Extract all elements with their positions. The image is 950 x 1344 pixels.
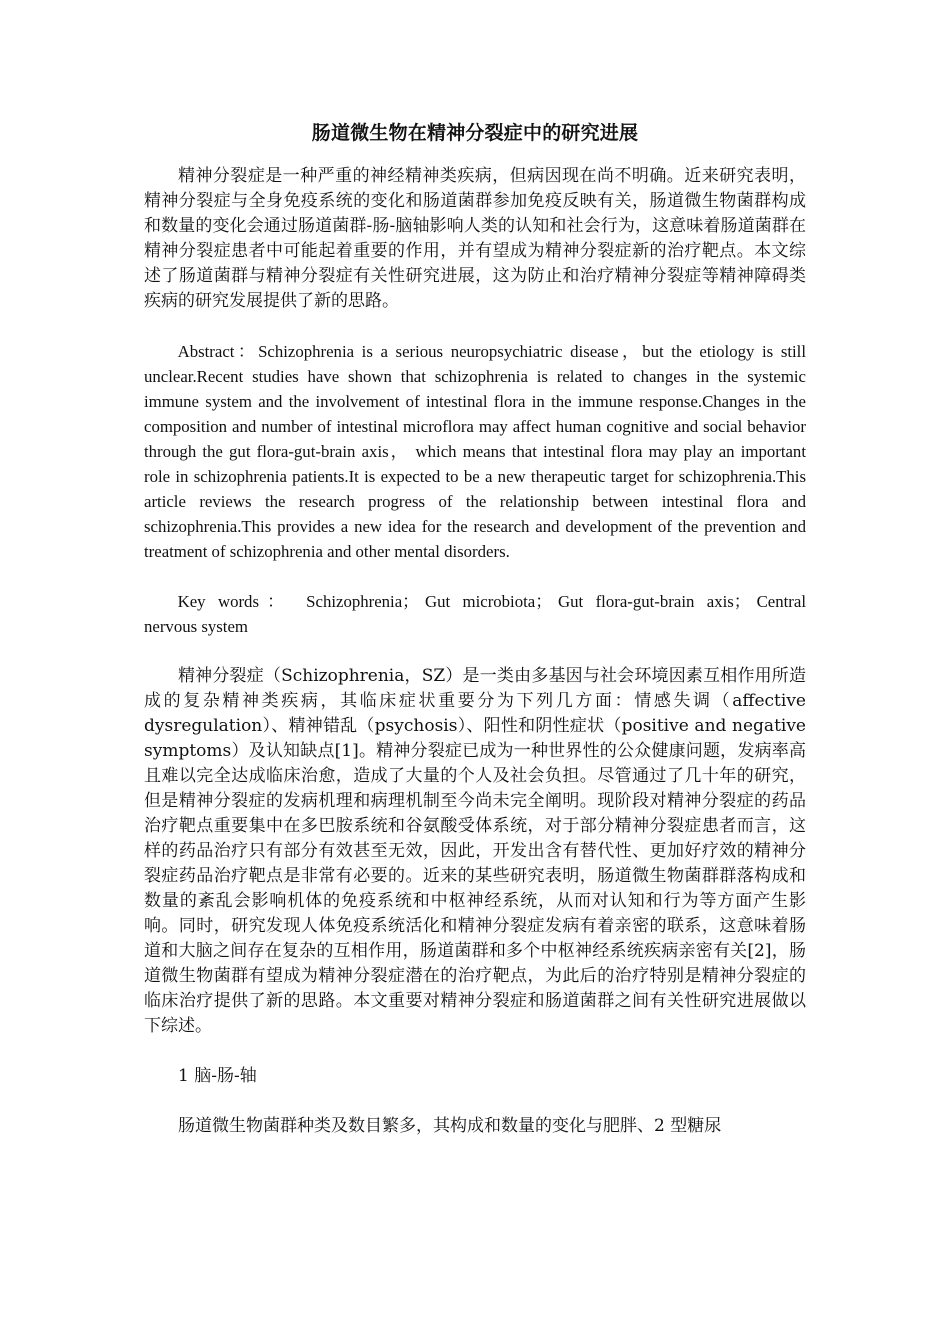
keywords-line <box>144 589 806 639</box>
spacer <box>144 564 806 589</box>
keyword-item: Schizophrenia； <box>306 592 419 611</box>
document-page <box>144 118 806 1139</box>
spacer <box>144 639 806 664</box>
section-paragraph: 肠道微生物菌群种类及数目繁多，其构成和数量的变化与肥胖、2 型糖尿 <box>178 1116 722 1136</box>
spacer <box>144 1089 806 1114</box>
spacer <box>144 314 806 339</box>
introduction-paragraph: 精神分裂症（Schizophrenia，SZ）是一类由多基因与社会环境因素互相作用所造成的复杂精神类疾病，其临床症状重要分为下列几方面：情感失调（affective dysregulation）、精神错乱（psychosis）、阳性和阴性症状（positive and negative symptoms）及认知缺点[1]。精神分裂症已成为一种世界性的公众健康问题，发病率高且难以完全达成临床治愈，造成了大量的个人及社会负担。尽管通过了几十年的研究，但是精神分裂症的发病机理和病理机制至今尚未完全阐明。现阶段对精神分裂症的药品治疗靶点重要集中在多巴胺系统和谷氨酸受体系统，对于部分精神分裂症患者而言，这样的药品治疗只有部分有效甚至无效，因此，开发出含有替代性、更加好疗效的精神分裂症药品治疗靶点是非常有必要的。近来的某些研究表明，肠道微生物菌群群落构成和数量的紊乱会影响机体的免疫系统和中枢神经系统，从而对认知和行为等方面产生影响。同时，研究发现人体免疫系统活化和精神分裂症发病有着亲密的联系，这意味着肠道和大脑之间存在复杂的互相作用，肠道菌群和多个中枢神经系统疾病亲密有关[2]，肠道微生物菌群有望成为精神分裂症潜在的治疗靶点，为此后的治疗特别是精神分裂症的临床治疗提供了新的思路。本文重要对精神分裂症和肠道菌群之间有关性研究进展做以下综述。 <box>144 666 806 1036</box>
abstract-english: Abstract：Schizophrenia is a serious neuropsychiatric disease，but the etiology is still unclear.Recent studies have shown that schizophrenia is related to changes in the systemic immune system and the involvement of intestinal flora in the immune response.Changes in the composition and number of intestinal microflora may affect human cognitive and social behavior through the gut flora-gut-brain axis， which means that intestinal flora may play an important role in schizophrenia patients.It is expected to be a new therapeutic target for schizophrenia.This article reviews the research progress of the relationship between intestinal flora and schizophrenia.This provides a new idea for the research and development of the prevention and treatment of schizophrenia and other mental disorders. <box>144 342 806 561</box>
spacer <box>144 1039 806 1064</box>
abstract-chinese: 精神分裂症是一种严重的神经精神类疾病，但病因现在尚不明确。近来研究表明，精神分裂症与全身免疫系统的变化和肠道菌群参加免疫反映有关，肠道微生物菌群构成和数量的变化会通过肠道菌群-肠-脑轴影响人类的认知和社会行为，这意味着肠道菌群在精神分裂症患者中可能起着重要的作用，并有望成为精神分裂症新的治疗靶点。本文综述了肠道菌群与精神分裂症有关性研究进展，这为防止和治疗精神分裂症等精神障碍类疾病的研究发展提供了新的思路。 <box>144 166 806 311</box>
keyword-item: Central nervous system <box>144 592 806 636</box>
document-title: 肠道微生物在精神分裂症中的研究进展 <box>311 122 639 144</box>
keywords-label: Key words： <box>177 592 293 611</box>
keyword-item: Gut flora-gut-brain axis； <box>558 592 751 611</box>
section-heading: 1 脑-肠-轴 <box>178 1066 257 1086</box>
keyword-item: Gut microbiota； <box>424 592 553 611</box>
